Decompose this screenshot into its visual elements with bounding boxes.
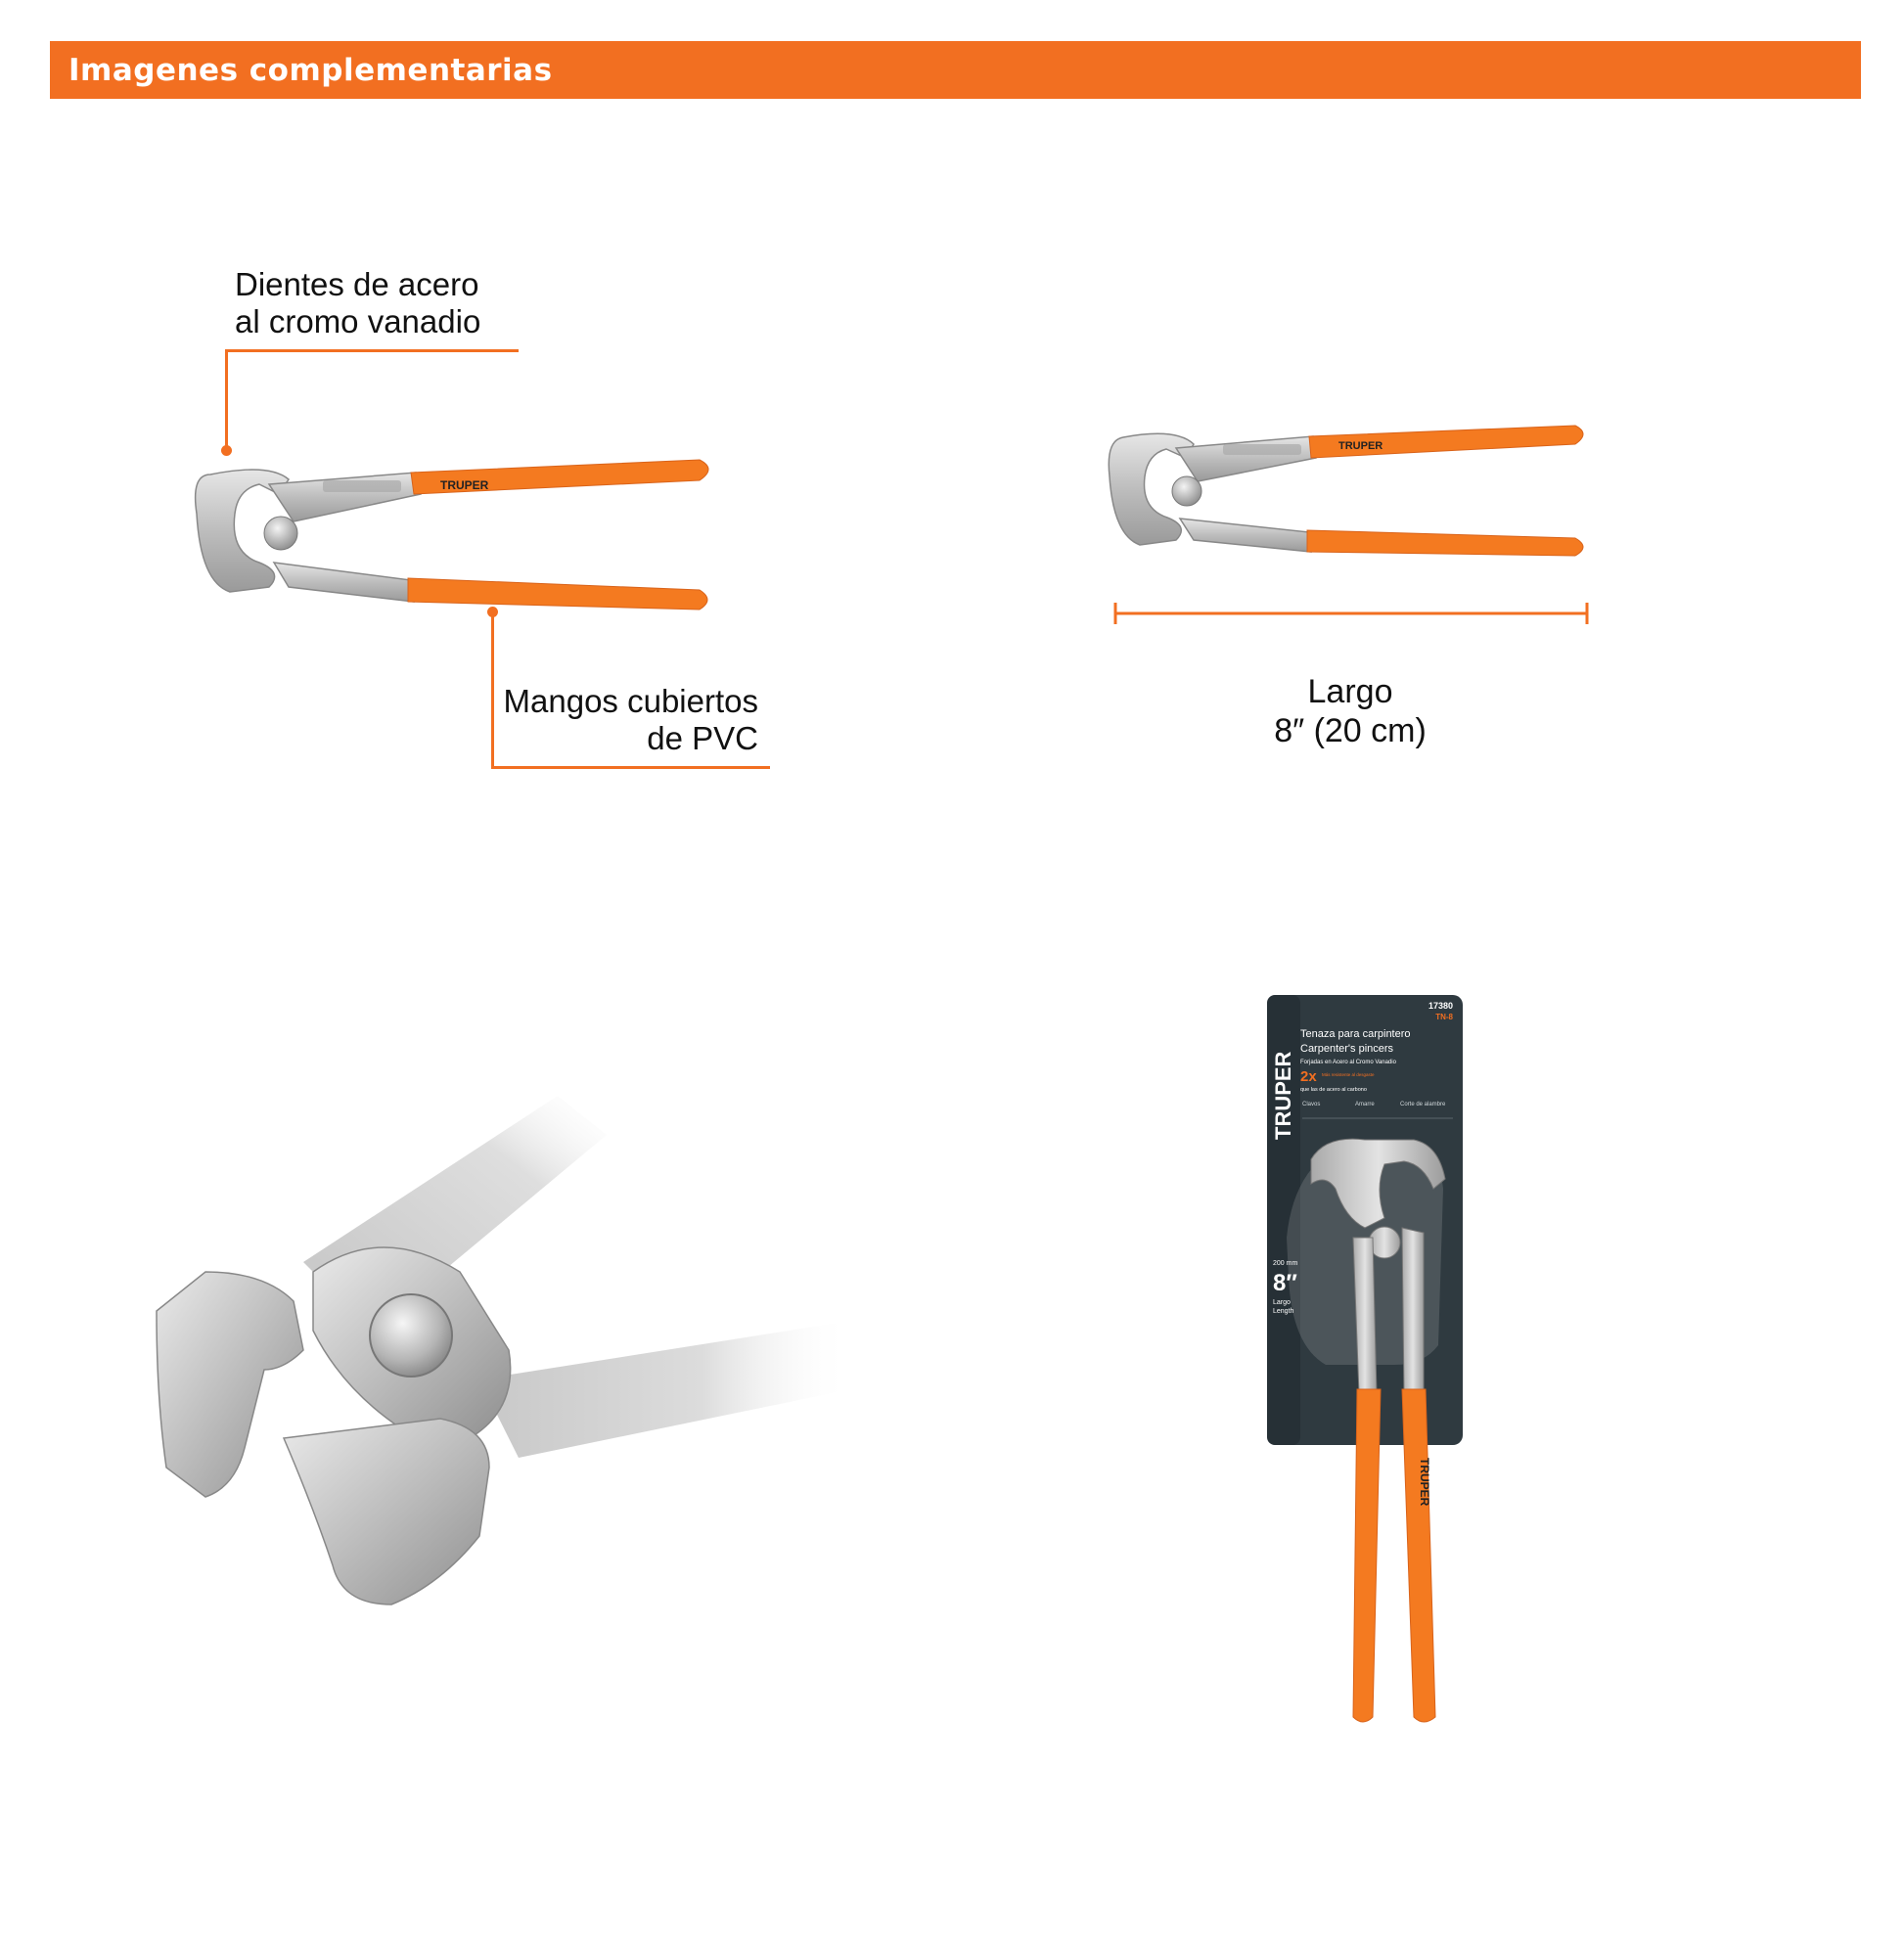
package-size-mm: 200 mm — [1273, 1260, 1298, 1267]
callout-teeth-leader — [225, 349, 228, 449]
callout-teeth-underline — [225, 349, 519, 352]
package-size-in: 8″ — [1273, 1270, 1297, 1296]
callout-teeth-line2: al cromo vanadio — [235, 303, 481, 339]
pliers-brand-label: TRUPER — [440, 478, 489, 492]
package-forged: Forjadas en Acero al Cromo Vanadio — [1300, 1060, 1396, 1065]
pliers-image-1 — [191, 455, 719, 611]
package-title-es: Tenaza para carpintero — [1300, 1028, 1411, 1040]
package-model: TN-8 — [1435, 1013, 1453, 1021]
package-badge-text: Más resistente al desgaste — [1322, 1072, 1375, 1077]
callout-handles-leader — [491, 612, 494, 769]
pliers-handle-bottom — [408, 578, 707, 610]
callout-handles-line2: de PVC — [647, 720, 758, 756]
package-length-es: Largo — [1273, 1299, 1291, 1306]
package-use-2: Amarre — [1355, 1102, 1375, 1107]
package-use-1: Clavos — [1302, 1102, 1321, 1107]
package-length-en: Length — [1273, 1308, 1294, 1315]
length-dimension-line — [1113, 599, 1589, 628]
pliers-arm-top — [269, 473, 421, 521]
package-compare: que las de acero al carbono — [1300, 1087, 1367, 1093]
length-label — [1203, 672, 1497, 750]
length-value: 8″ (20 cm) — [1274, 712, 1427, 749]
pliers-2-brand-label: TRUPER — [1338, 440, 1383, 452]
callout-handles — [489, 683, 758, 757]
product-package-image — [1267, 993, 1473, 1722]
section-title: Imagenes complementarias — [68, 53, 553, 88]
pliers-closeup-image — [147, 1076, 851, 1624]
length-title: Largo — [1307, 673, 1393, 710]
section-header — [50, 41, 1861, 99]
callout-teeth — [235, 266, 480, 340]
pliers-rivet — [264, 517, 297, 550]
package-badge: 2x — [1300, 1068, 1317, 1085]
package-brand: TRUPER — [1271, 1051, 1295, 1140]
pliers-arm-bottom — [274, 563, 414, 602]
package-code: 17380 — [1428, 1001, 1453, 1011]
callout-teeth-line1: Dientes de acero — [235, 266, 479, 302]
package-handle-left — [1353, 1389, 1381, 1722]
package-handle-brand: TRUPER — [1418, 1458, 1431, 1507]
pliers-image-2 — [1106, 423, 1595, 560]
callout-handles-line1: Mangos cubiertos — [503, 683, 758, 719]
callout-handles-underline — [491, 766, 770, 769]
package-title-en: Carpenter's pincers — [1300, 1043, 1394, 1055]
package-use-3: Corte de alambre — [1400, 1102, 1446, 1107]
